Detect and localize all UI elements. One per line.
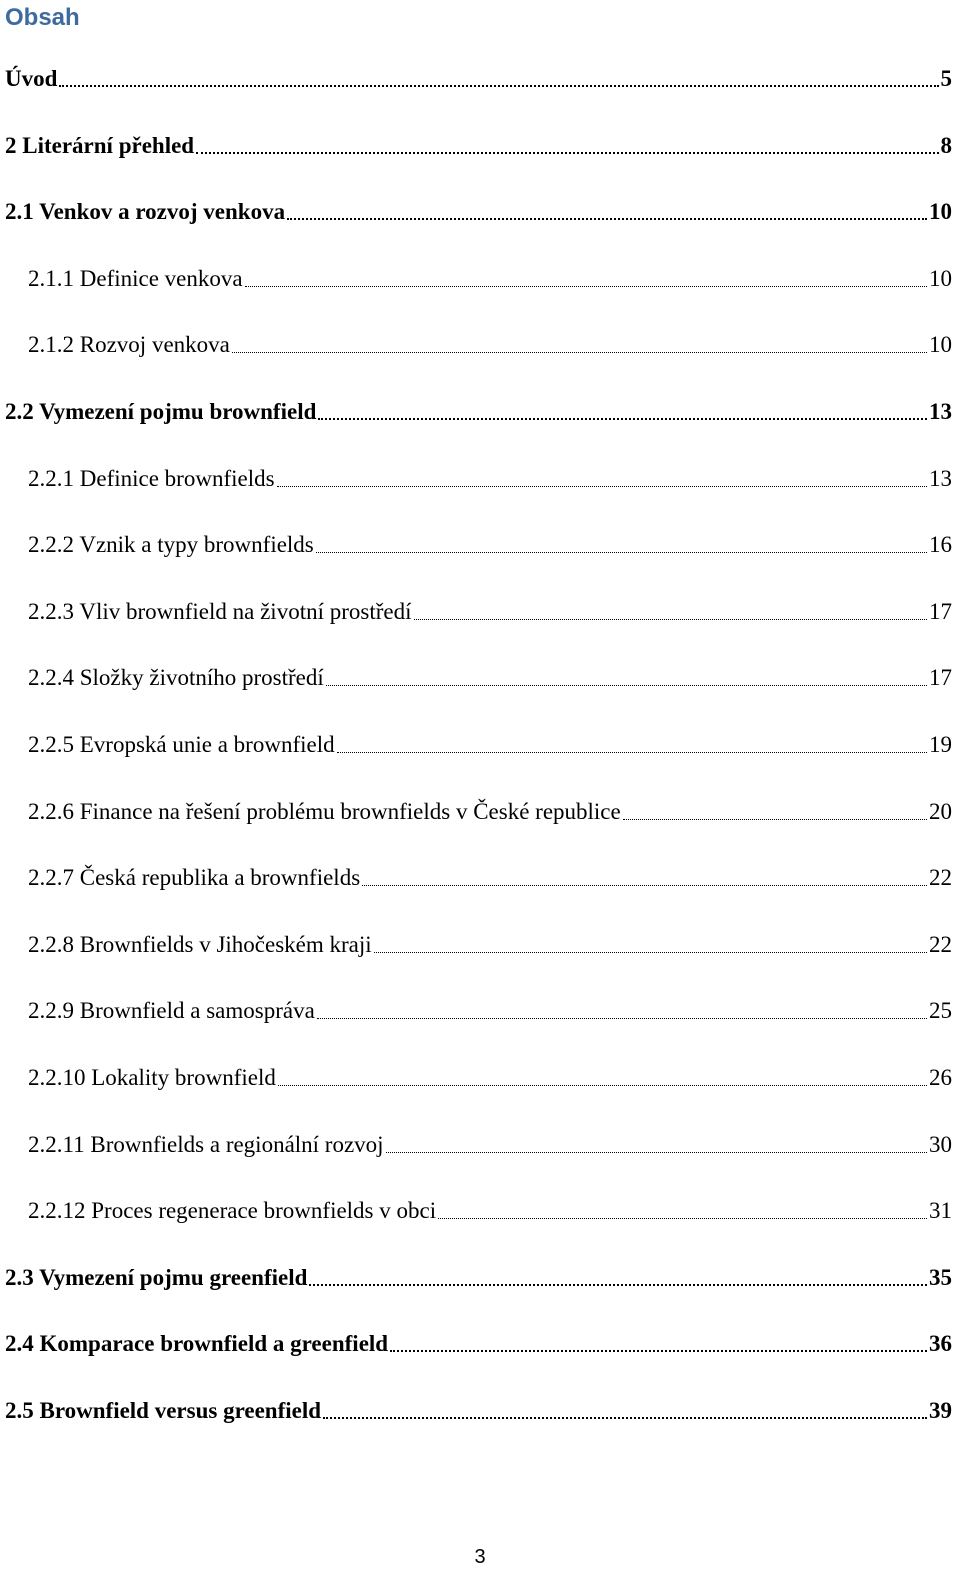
toc-dot-leader bbox=[287, 197, 927, 227]
toc-entry-page: 10 bbox=[929, 332, 952, 357]
toc-entry[interactable] bbox=[28, 530, 952, 560]
toc-entry-page: 13 bbox=[929, 399, 952, 424]
toc-entry-title: 2.2.2 Vznik a typy brownfields bbox=[28, 532, 314, 557]
toc-entry[interactable] bbox=[5, 397, 952, 427]
toc-dot-leader bbox=[196, 131, 938, 161]
toc-entry-page: 31 bbox=[929, 1198, 952, 1223]
toc-entry-page: 8 bbox=[940, 133, 952, 158]
toc-entry[interactable] bbox=[28, 464, 952, 494]
toc-entry-title: 2.2.6 Finance na řešení problému brownfields v České republice bbox=[28, 799, 621, 824]
toc-entry[interactable] bbox=[28, 996, 952, 1026]
toc-entry-page: 20 bbox=[929, 799, 952, 824]
toc-entry-title: 2.2.4 Složky životního prostředí bbox=[28, 665, 324, 690]
page-number: 3 bbox=[474, 1546, 486, 1568]
toc-entry-page: 35 bbox=[929, 1265, 952, 1290]
toc-entry-title: 2.1.2 Rozvoj venkova bbox=[28, 332, 230, 357]
toc-entry-title: 2.2.9 Brownfield a samospráva bbox=[28, 998, 315, 1023]
toc-entry-title: 2.2.8 Brownfields v Jihočeském kraji bbox=[28, 932, 372, 957]
toc-entry-page: 5 bbox=[940, 66, 952, 91]
toc-dot-leader bbox=[59, 64, 938, 94]
toc-entry-title: 2.4 Komparace brownfield a greenfield bbox=[5, 1331, 389, 1356]
toc-entry-title: 2.2.10 Lokality brownfield bbox=[28, 1065, 276, 1090]
toc-entry[interactable] bbox=[28, 797, 952, 827]
toc-dot-leader bbox=[374, 930, 927, 960]
toc-entry[interactable] bbox=[5, 1329, 952, 1359]
toc-entry-page: 26 bbox=[929, 1065, 952, 1090]
toc-dot-leader bbox=[326, 663, 927, 693]
toc-entry-page: 25 bbox=[929, 998, 952, 1023]
toc-entry-title: 2.2.5 Evropská unie a brownfield bbox=[28, 732, 335, 757]
toc-entry[interactable] bbox=[28, 330, 952, 360]
toc-entry-title: 2.1 Venkov a rozvoj venkova bbox=[5, 199, 286, 224]
toc-entry-title: Úvod bbox=[5, 66, 58, 91]
toc-entry[interactable] bbox=[28, 1196, 952, 1226]
toc-entry[interactable] bbox=[28, 663, 952, 693]
toc-entry-title: 2.2.7 Česká republika a brownfields bbox=[28, 865, 361, 890]
toc-entry-page: 36 bbox=[929, 1331, 952, 1356]
toc-dot-leader bbox=[414, 597, 928, 627]
toc-dot-leader bbox=[317, 996, 927, 1026]
toc-dot-leader bbox=[362, 863, 927, 893]
toc-entry-page: 19 bbox=[929, 732, 952, 757]
toc-entry-page: 30 bbox=[929, 1132, 952, 1157]
toc-entry-page: 22 bbox=[929, 865, 952, 890]
toc-entry[interactable] bbox=[28, 730, 952, 760]
toc-entry[interactable] bbox=[28, 930, 952, 960]
toc-entry[interactable] bbox=[28, 597, 952, 627]
toc-entry-title: 2.3 Vymezení pojmu greenfield bbox=[5, 1265, 308, 1290]
toc-dot-leader bbox=[386, 1130, 927, 1160]
toc-dot-leader bbox=[337, 730, 927, 760]
toc-entry[interactable] bbox=[28, 863, 952, 893]
toc-entry-page: 10 bbox=[929, 199, 952, 224]
toc-dot-leader bbox=[309, 1263, 927, 1293]
toc-entry-page: 10 bbox=[929, 266, 952, 291]
toc-dot-leader bbox=[277, 464, 927, 494]
toc-dot-leader bbox=[390, 1329, 927, 1359]
toc-entry-title: 2.2.12 Proces regenerace brownfields v obci bbox=[28, 1198, 437, 1223]
toc-entry-page: 13 bbox=[929, 466, 952, 491]
toc-dot-leader bbox=[232, 330, 927, 360]
toc-entry[interactable] bbox=[28, 264, 952, 294]
toc-entry-title: 2.2.3 Vliv brownfield na životní prostředí bbox=[28, 599, 412, 624]
toc-entry-page: 16 bbox=[929, 532, 952, 557]
toc-dot-leader bbox=[316, 530, 927, 560]
toc-entry-page: 22 bbox=[929, 932, 952, 957]
toc-dot-leader bbox=[323, 1396, 927, 1426]
toc-entry[interactable] bbox=[5, 131, 952, 161]
toc-dot-leader bbox=[438, 1196, 927, 1226]
toc-entry[interactable] bbox=[28, 1063, 952, 1093]
toc-entry-title: 2 Literární přehled bbox=[5, 133, 195, 158]
toc-entry[interactable] bbox=[5, 64, 952, 94]
toc-entry[interactable] bbox=[5, 1263, 952, 1293]
toc-entry-title: 2.2.1 Definice brownfields bbox=[28, 466, 275, 491]
toc-entry-title: 2.5 Brownfield versus greenfield bbox=[5, 1398, 322, 1423]
toc-entry[interactable] bbox=[5, 1396, 952, 1426]
toc-dot-leader bbox=[623, 797, 927, 827]
toc-dot-leader bbox=[318, 397, 927, 427]
toc-entry[interactable] bbox=[28, 1130, 952, 1160]
toc-entry[interactable] bbox=[5, 197, 952, 227]
toc-entry-page: 17 bbox=[929, 599, 952, 624]
toc-entry-page: 39 bbox=[929, 1398, 952, 1423]
toc-entry-title: 2.2.11 Brownfields a regionální rozvoj bbox=[28, 1132, 384, 1157]
toc-entry-title: 2.1.1 Definice venkova bbox=[28, 266, 243, 291]
toc-dot-leader bbox=[245, 264, 927, 294]
toc-dot-leader bbox=[278, 1063, 927, 1093]
toc-entry-title: 2.2 Vymezení pojmu brownfield bbox=[5, 399, 317, 424]
toc-heading: Obsah bbox=[5, 4, 80, 31]
toc-entry-page: 17 bbox=[929, 665, 952, 690]
